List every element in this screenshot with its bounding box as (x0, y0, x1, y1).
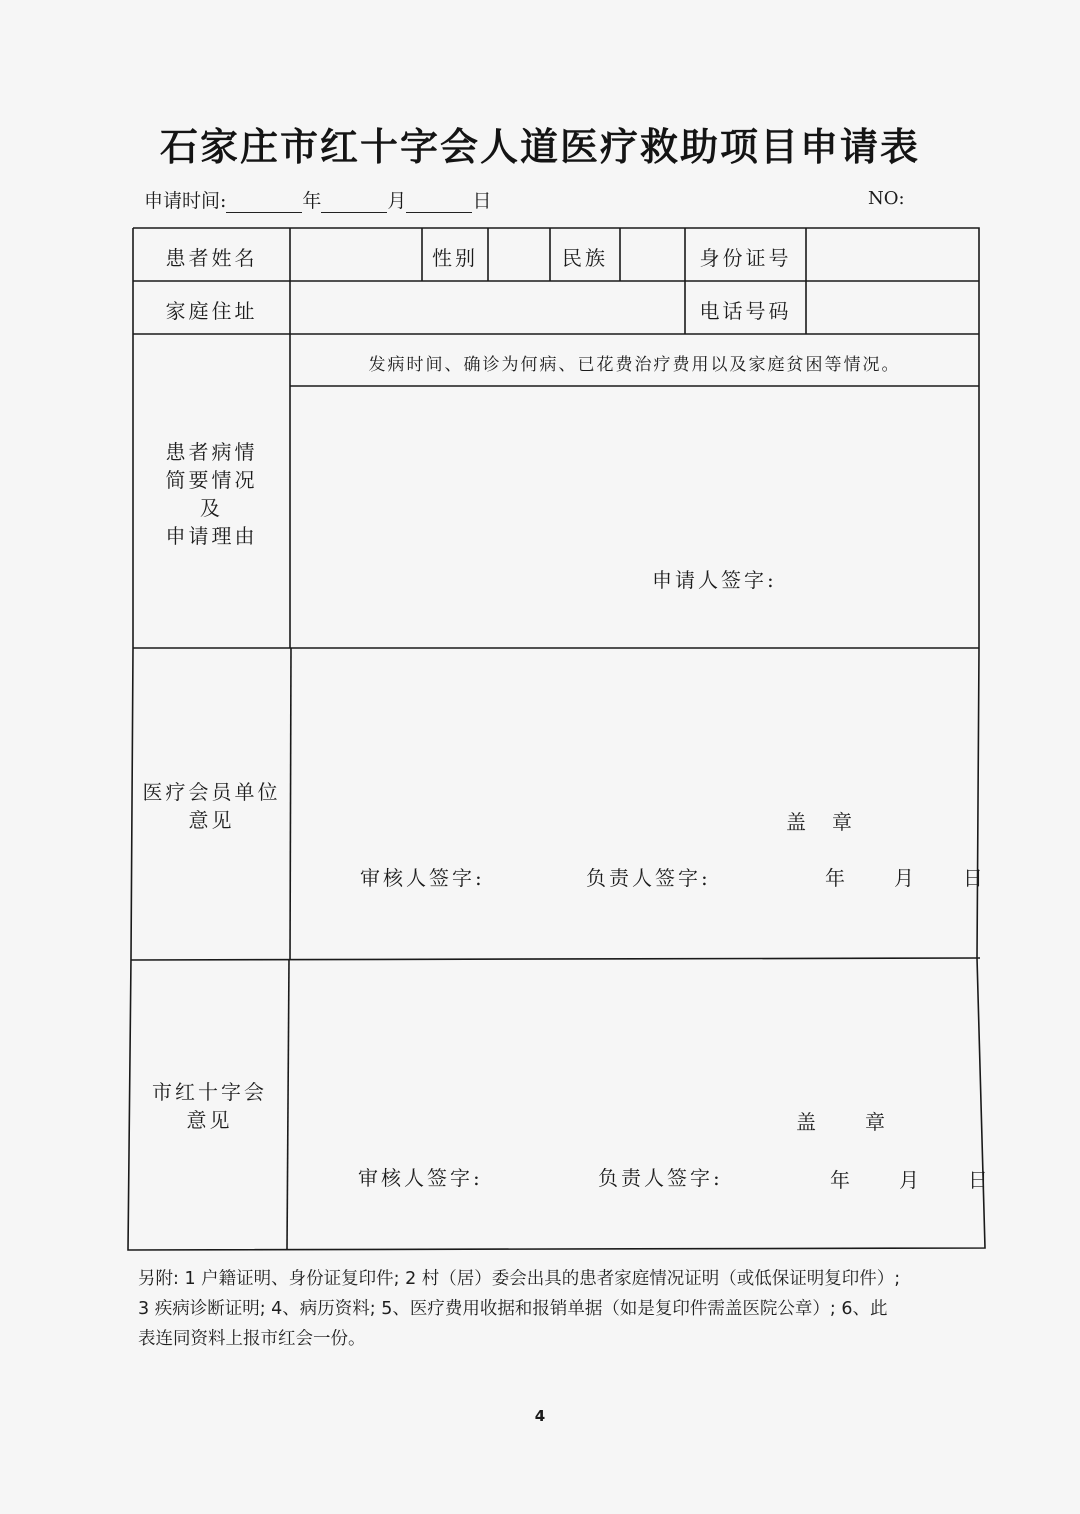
medical-opinion-label (133, 778, 290, 834)
attachments-line: 另附: 1 户籍证明、身份证复印件; 2 村（居）委会出具的患者家庭情况证明（或低保证明复印件）; (138, 1269, 901, 1289)
medical-seal-label: 盖 章 (786, 810, 855, 834)
condition-label-line: 简要情况 (165, 468, 258, 492)
medical-responsible-signature: 负责人签字: (586, 866, 711, 890)
condition-label-line: 申请理由 (165, 524, 258, 548)
phone-label: 电话号码 (699, 299, 792, 323)
id-number-label: 身份证号 (699, 246, 792, 270)
medical-date: 年 月 日 (825, 866, 986, 890)
gender-label: 性别 (432, 246, 478, 270)
attachments-note (138, 1264, 948, 1354)
medical-label-line: 医疗会员单位 (142, 780, 281, 804)
condition-section-label (133, 438, 290, 550)
medical-label-line: 意见 (188, 808, 235, 832)
year-label: 年 (302, 190, 322, 212)
redcross-opinion-label (131, 1078, 288, 1134)
medical-bottom-line (131, 958, 980, 960)
label-column-line-2 (290, 648, 291, 960)
condition-label-line: 及 (200, 496, 223, 520)
redcross-responsible-signature: 负责人签字: (598, 1166, 723, 1190)
condition-label-line: 患者病情 (165, 440, 258, 464)
patient-name-label: 患者姓名 (165, 246, 258, 270)
condition-hint: 发病时间、确诊为何病、已花费治疗费用以及家庭贫困等情况。 (368, 355, 901, 375)
redcross-label-line: 意见 (186, 1108, 233, 1132)
redcross-seal-label: 盖 章 (796, 1110, 888, 1134)
attachments-line: 3 疾病诊断证明; 4、病历资料; 5、医疗费用收据和报销单据（如是复印件需盖医院公章）; 6、此 (138, 1299, 888, 1319)
address-label: 家庭住址 (165, 299, 258, 323)
redcross-reviewer-signature: 审核人签字: (358, 1166, 483, 1190)
month-label: 月 (387, 190, 407, 212)
attachments-line: 表连同资料上报市红会一份。 (138, 1329, 366, 1349)
apply-time-label: 申请时间: (144, 190, 227, 212)
form-number-label: NO: (868, 188, 905, 209)
form-title: 石家庄市红十字会人道医疗救助项目申请表 (159, 125, 920, 169)
ethnicity-label: 民族 (562, 246, 608, 270)
page-number: 4 (534, 1407, 546, 1425)
redcross-date: 年 月 日 (830, 1168, 991, 1192)
applicant-signature-label: 申请人签字: (652, 568, 777, 592)
redcross-label-line: 市红十字会 (152, 1080, 267, 1104)
medical-reviewer-signature: 审核人签字: (360, 866, 485, 890)
day-label: 日 (472, 190, 492, 212)
